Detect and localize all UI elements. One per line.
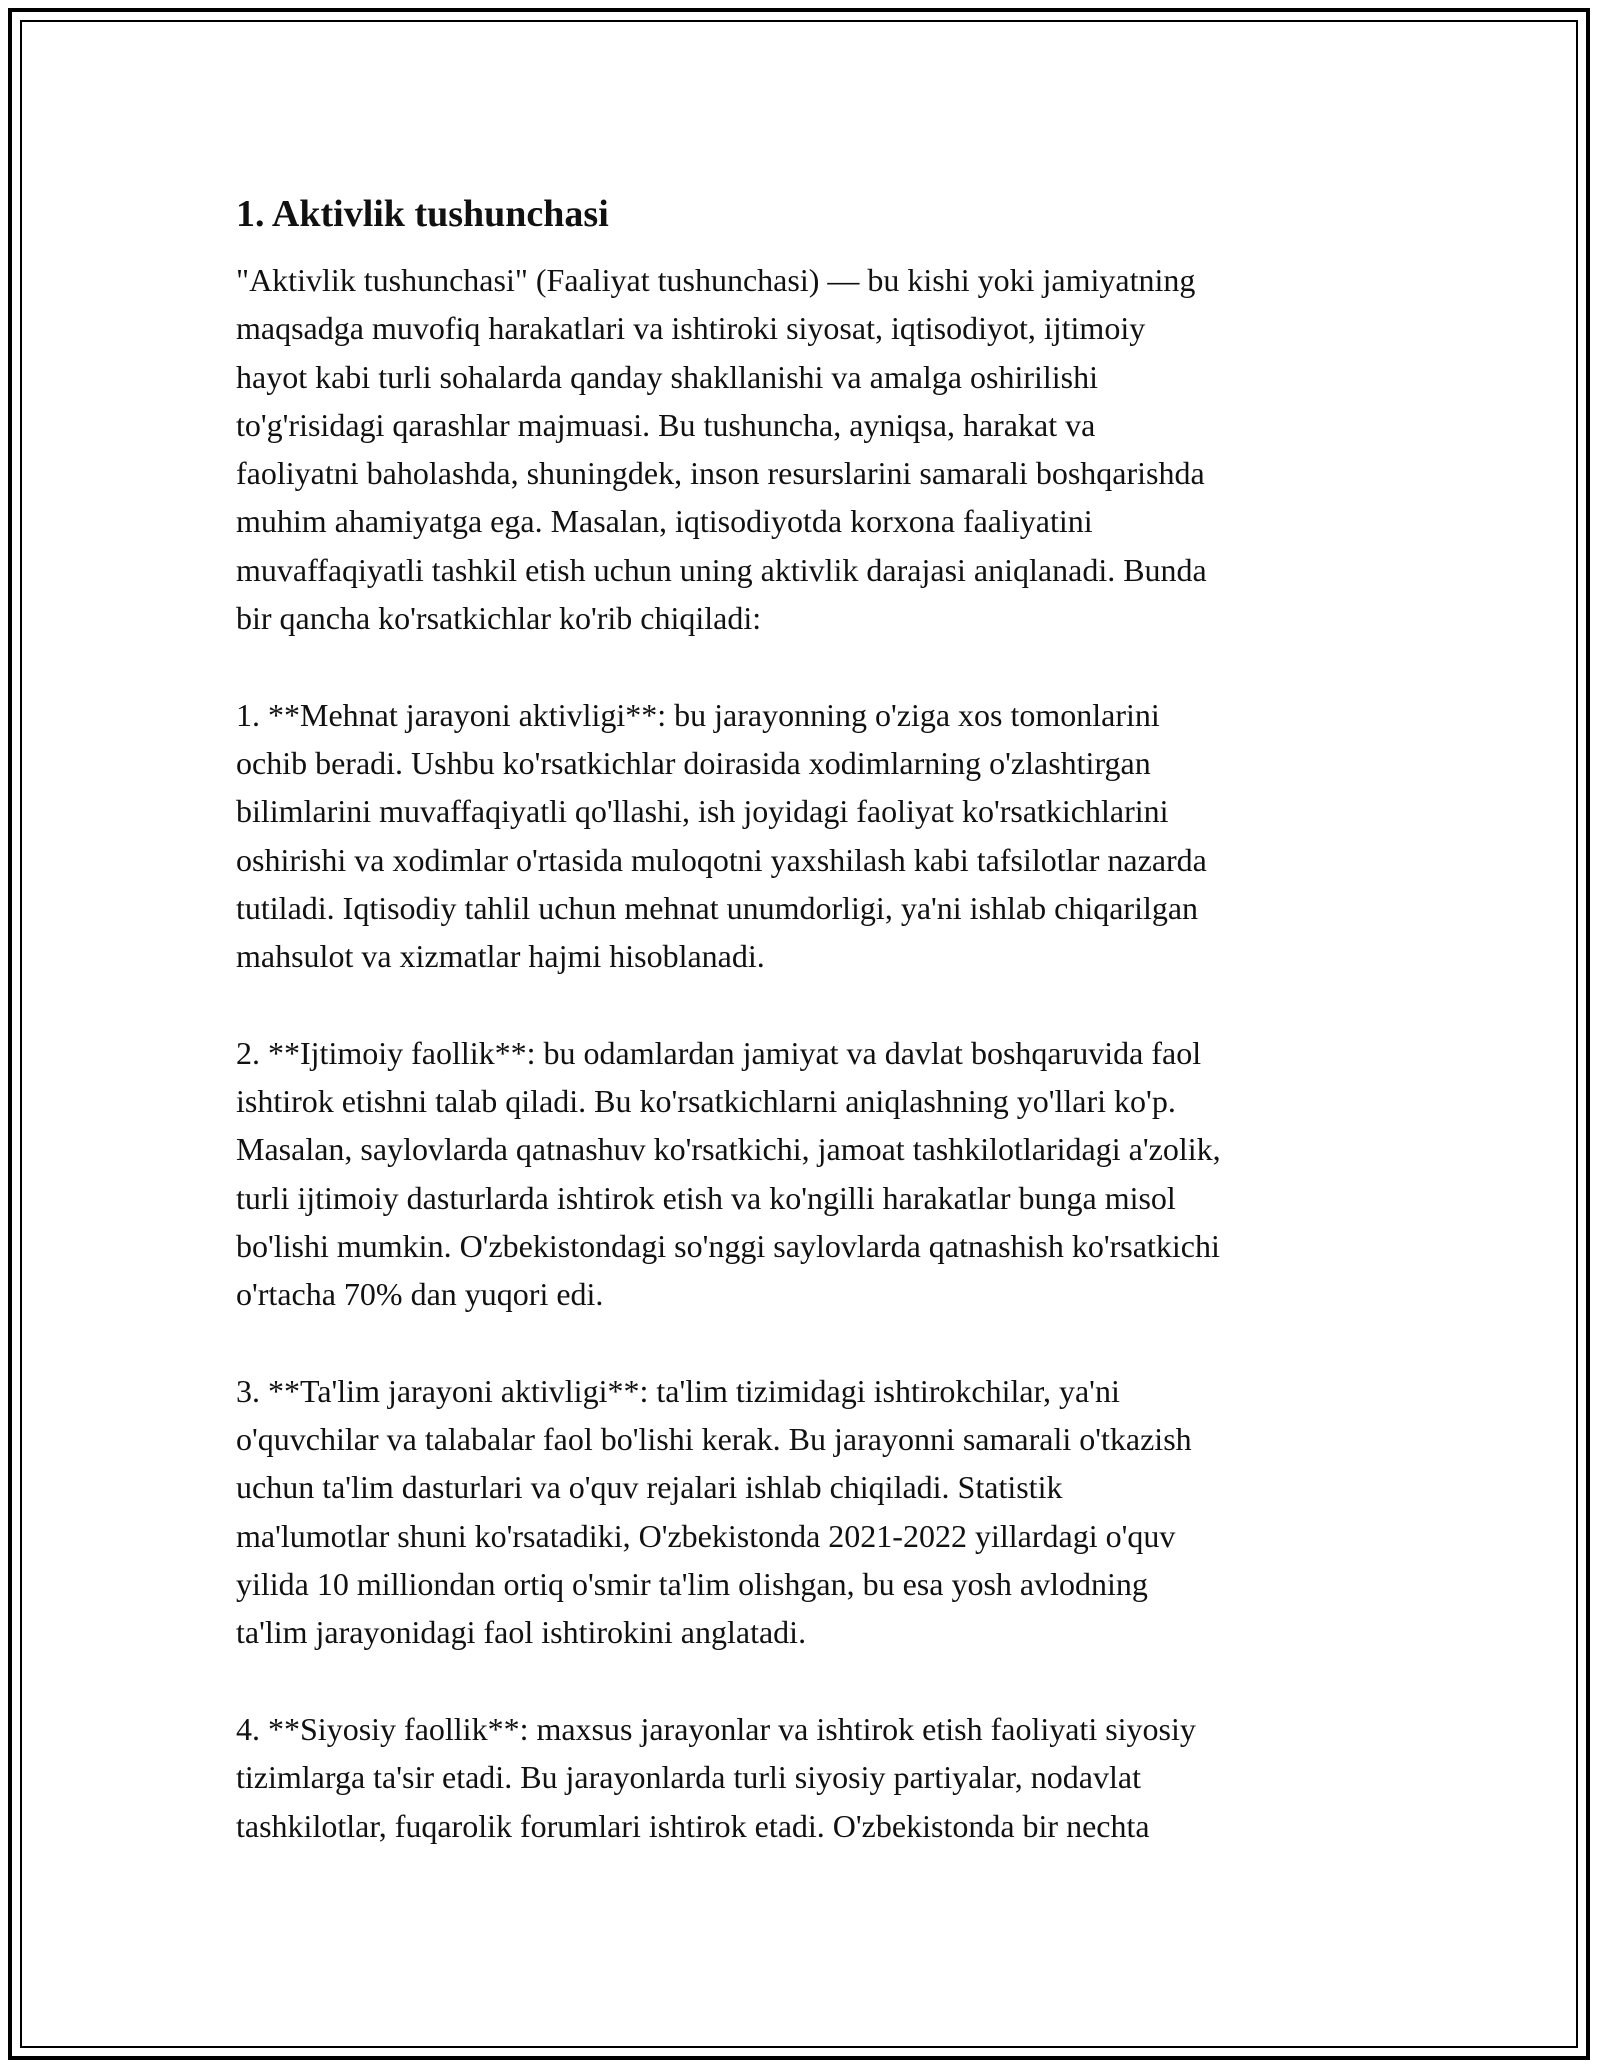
text-line: 4. **Siyosiy faollik**: maxsus jarayonlar va ishtirok etish faoliyati siyosiy bbox=[236, 1710, 1196, 1747]
text-line: tashkilotlar, fuqarolik forumlari ishtirok etadi. O'zbekistonda bir nechta bbox=[236, 1807, 1150, 1844]
text-line: o'rtacha 70% dan yuqori edi. bbox=[236, 1276, 604, 1313]
paragraph-intro bbox=[236, 256, 1376, 642]
text-line: oshirishi va xodimlar o'rtasida muloqotni yaxshilash kabi tafsilotlar nazarda bbox=[236, 841, 1207, 878]
text-line: ishtirok etishni talab qiladi. Bu ko'rsatkichlarni aniqlashning yo'llari ko'p. bbox=[236, 1083, 1176, 1120]
paragraph-item-2 bbox=[236, 1029, 1376, 1319]
text-line: ma'lumotlar shuni ko'rsatadiki, O'zbekistonda 2021-2022 yillardagi o'quv bbox=[236, 1517, 1176, 1554]
text-line: tizimlarga ta'sir etadi. Bu jarayonlarda turli siyosiy partiyalar, nodavlat bbox=[236, 1759, 1141, 1796]
text-line: hayot kabi turli sohalarda qanday shakllanishi va amalga oshirilishi bbox=[236, 358, 1099, 395]
text-line: 2. **Ijtimoiy faollik**: bu odamlardan jamiyat va davlat boshqaruvida faol bbox=[236, 1034, 1202, 1071]
text-line: "Aktivlik tushunchasi" (Faaliyat tushunchasi) — bu kishi yoki jamiyatning bbox=[236, 262, 1196, 298]
text-line: yilida 10 milliondan ortiq o'smir ta'lim olishgan, bu esa yosh avlodning bbox=[236, 1566, 1148, 1603]
text-line: to'g'risidagi qarashlar majmuasi. Bu tushuncha, ayniqsa, harakat va bbox=[236, 406, 1096, 443]
text-line: Masalan, saylovlarda qatnashuv ko'rsatkichi, jamoat tashkilotlaridagi a'zolik, bbox=[236, 1131, 1221, 1168]
text-line: mahsulot va xizmatlar hajmi hisoblanadi. bbox=[236, 938, 765, 975]
text-line: 1. **Mehnat jarayoni aktivligi**: bu jarayonning o'ziga xos tomonlarini bbox=[236, 696, 1160, 733]
paragraph-item-3 bbox=[236, 1367, 1376, 1657]
section-heading: 1. Aktivlik tushunchasi bbox=[236, 193, 609, 235]
text-line: bo'lishi mumkin. O'zbekistondagi so'nggi saylovlarda qatnashish ko'rsatkichi bbox=[236, 1227, 1220, 1264]
text-line: ochib beradi. Ushbu ko'rsatkichlar doirasida xodimlarning o'zlashtirgan bbox=[236, 744, 1151, 781]
text-line: o'quvchilar va talabalar faol bo'lishi kerak. Bu jarayonni samarali o'tkazish bbox=[236, 1421, 1192, 1458]
text-line: muhim ahamiyatga ega. Masalan, iqtisodiyotda korxona faaliyatini bbox=[236, 503, 1093, 540]
text-line: turli ijtimoiy dasturlarda ishtirok etish va ko'ngilli harakatlar bunga misol bbox=[236, 1179, 1176, 1216]
text-line: bilimlarini muvaffaqiyatli qo'llashi, ish joyidagi faoliyat ko'rsatkichlarini bbox=[236, 793, 1169, 830]
paragraph-item-1 bbox=[236, 691, 1376, 981]
text-line: faoliyatni baholashda, shuningdek, inson resurslarini samarali boshqarishda bbox=[236, 455, 1205, 492]
text-line: muvaffaqiyatli tashkil etish uchun uning aktivlik darajasi aniqlanadi. Bunda bbox=[236, 551, 1207, 588]
text-line: ta'lim jarayonidagi faol ishtirokini anglatadi. bbox=[236, 1614, 807, 1651]
document-body bbox=[236, 186, 1376, 1898]
text-line: bir qancha ko'rsatkichlar ko'rib chiqiladi: bbox=[236, 600, 762, 637]
text-line: uchun ta'lim dasturlari va o'quv rejalari ishlab chiqiladi. Statistik bbox=[236, 1469, 1063, 1506]
text-line: tutiladi. Iqtisodiy tahlil uchun mehnat unumdorligi, ya'ni ishlab chiqarilgan bbox=[236, 889, 1199, 926]
text-line: 3. **Ta'lim jarayoni aktivligi**: ta'lim tizimidagi ishtirokchilar, ya'ni bbox=[236, 1372, 1120, 1409]
text-line: maqsadga muvofiq harakatlari va ishtiroki siyosat, iqtisodiyot, ijtimoiy bbox=[236, 310, 1146, 347]
paragraph-item-4 bbox=[236, 1705, 1376, 1850]
